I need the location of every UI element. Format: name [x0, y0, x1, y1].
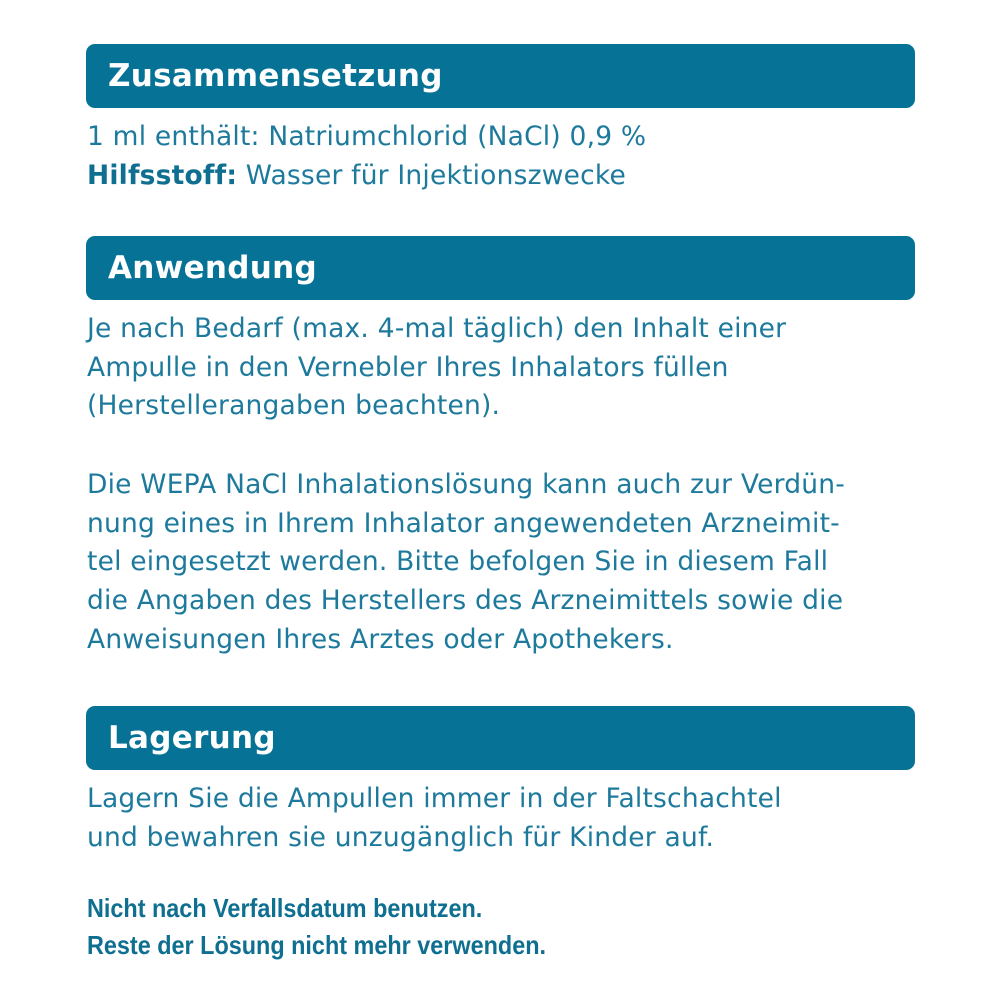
- composition-text: [87, 118, 646, 195]
- warning-line: Nicht nach Verfallsdatum benutzen.: [87, 893, 483, 923]
- section-title: Zusammensetzung: [108, 58, 443, 94]
- text-line: Je nach Bedarf (max. 4-mal täglich) den Inhalt einer: [87, 313, 787, 344]
- section-header-anwendung: [86, 236, 915, 300]
- text-line: Anweisungen Ihres Arztes oder Apothekers.: [87, 623, 674, 655]
- section-title: Lagerung: [108, 720, 276, 756]
- section-title: Anwendung: [108, 250, 318, 286]
- text-line: (Herstellerangaben beachten).: [87, 390, 501, 422]
- text-line: tel eingesetzt werden. Bitte befolgen Sie in diesem Fall: [87, 546, 829, 578]
- text-line: die Angaben des Herstellers des Arzneimittels sowie die: [87, 585, 844, 617]
- text-line: und bewahren sie unzugänglich für Kinder auf.: [87, 821, 715, 853]
- composition-line: 1 ml enthält: Natriumchlorid (NaCl) 0,9 %: [87, 121, 647, 152]
- text-line: nung eines in Ihrem Inhalator angewendeten Arzneimit-: [87, 507, 840, 539]
- storage-text: [87, 780, 782, 857]
- text-line: Die WEPA NaCl Inhalationslösung kann auch zur Verdün-: [87, 469, 846, 500]
- excipient-label: Hilfsstoff:: [87, 159, 238, 191]
- usage-paragraph-1: [87, 310, 786, 426]
- warning-line: Reste der Lösung nicht mehr verwenden.: [87, 930, 546, 960]
- warnings: [87, 890, 546, 964]
- text-line: Ampulle in den Vernebler Ihres Inhalators füllen: [87, 351, 729, 383]
- section-header-lagerung: [86, 706, 915, 770]
- text-line: Lagern Sie die Ampullen immer in der Faltschachtel: [87, 783, 782, 814]
- excipient-line: [87, 157, 646, 196]
- usage-paragraph-2: [87, 466, 845, 659]
- excipient-value: Wasser für Injektionszwecke: [237, 159, 626, 191]
- section-header-zusammensetzung: [86, 44, 915, 108]
